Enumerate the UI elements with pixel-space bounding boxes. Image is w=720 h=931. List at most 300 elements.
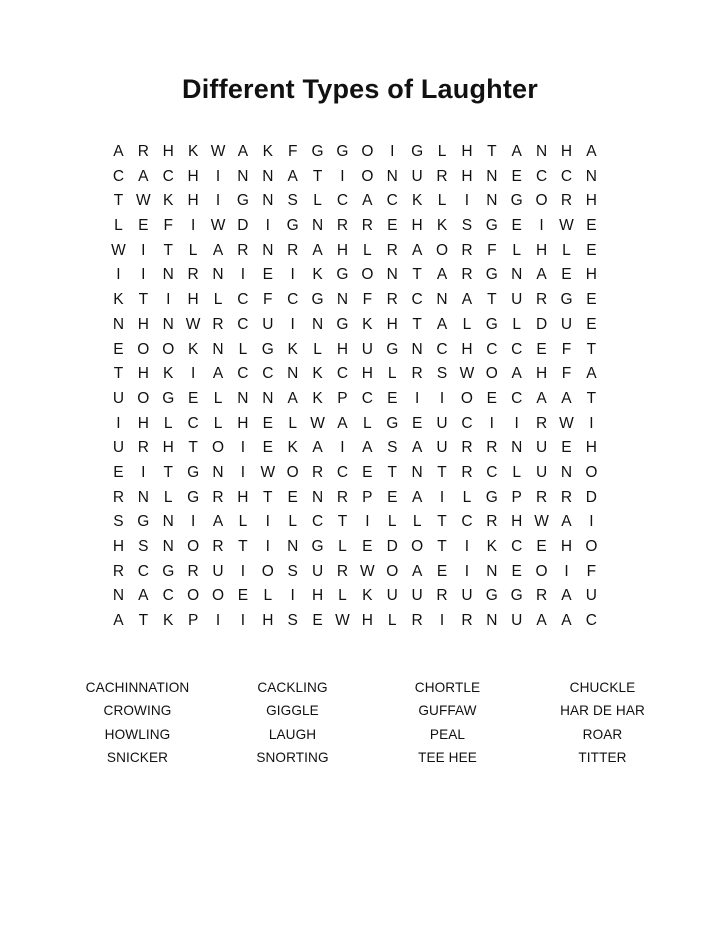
grid-letter[interactable]: R <box>411 365 423 383</box>
grid-letter[interactable]: G <box>137 513 150 531</box>
grid-letter[interactable]: E <box>411 414 423 432</box>
grid-letter[interactable]: K <box>362 587 373 605</box>
grid-letter[interactable]: R <box>336 217 349 235</box>
grid-letter[interactable]: N <box>162 513 174 531</box>
grid-letter[interactable]: K <box>312 266 323 284</box>
grid-letter[interactable]: K <box>187 340 199 358</box>
grid-letter[interactable]: I <box>240 612 246 630</box>
grid-letter[interactable]: D <box>585 488 597 506</box>
grid-letter[interactable]: O <box>261 562 274 580</box>
grid-letter[interactable]: G <box>311 143 324 160</box>
grid-letter[interactable]: S <box>113 513 124 531</box>
grid-letter[interactable]: H <box>137 365 149 383</box>
grid-letter[interactable]: W <box>559 414 574 432</box>
grid-letter[interactable]: D <box>237 217 249 235</box>
grid-letter[interactable]: L <box>387 365 397 383</box>
grid-letter[interactable]: C <box>560 167 573 185</box>
grid-letter[interactable]: L <box>238 340 248 358</box>
grid-letter[interactable]: C <box>411 291 423 309</box>
grid-letter[interactable]: E <box>237 587 249 605</box>
grid-letter[interactable]: N <box>386 167 398 185</box>
grid-letter[interactable]: E <box>262 414 273 432</box>
grid-letter[interactable]: R <box>187 562 199 580</box>
grid-letter[interactable]: L <box>437 143 447 160</box>
grid-letter[interactable]: L <box>512 463 521 481</box>
grid-letter[interactable]: I <box>564 562 569 580</box>
grid-letter[interactable]: I <box>365 513 370 531</box>
grid-letter[interactable]: I <box>439 488 445 506</box>
grid-letter[interactable]: T <box>163 463 173 481</box>
grid-letter[interactable]: C <box>336 463 349 481</box>
grid-letter[interactable]: E <box>262 439 273 457</box>
grid-letter[interactable]: H <box>461 143 473 160</box>
grid-letter[interactable]: F <box>362 291 373 309</box>
grid-letter[interactable]: O <box>460 389 473 407</box>
grid-letter[interactable]: A <box>212 365 224 383</box>
grid-letter[interactable]: R <box>386 291 398 309</box>
grid-letter[interactable]: S <box>138 538 149 555</box>
grid-letter[interactable]: I <box>240 562 246 580</box>
grid-letter[interactable]: H <box>535 241 548 259</box>
grid-letter[interactable]: W <box>459 365 475 383</box>
grid-letter[interactable]: E <box>586 315 597 333</box>
grid-letter[interactable]: S <box>287 612 298 630</box>
grid-letter[interactable]: A <box>411 562 423 580</box>
grid-letter[interactable]: H <box>187 167 199 185</box>
grid-letter[interactable]: I <box>166 291 171 309</box>
grid-letter[interactable]: E <box>511 562 522 580</box>
grid-letter[interactable]: U <box>436 439 448 457</box>
grid-letter[interactable]: T <box>487 143 497 160</box>
grid-letter[interactable]: A <box>436 266 448 284</box>
grid-letter[interactable]: N <box>486 612 498 630</box>
grid-letter[interactable]: C <box>511 389 523 407</box>
grid-letter[interactable]: H <box>237 414 249 432</box>
grid-letter[interactable]: N <box>112 315 125 333</box>
grid-letter[interactable]: W <box>335 612 350 630</box>
grid-letter[interactable]: C <box>187 414 199 432</box>
grid-letter[interactable]: G <box>336 266 349 284</box>
grid-letter[interactable]: O <box>361 266 374 284</box>
grid-letter[interactable]: R <box>461 266 473 284</box>
grid-letter[interactable]: U <box>386 587 398 605</box>
grid-letter[interactable]: A <box>586 365 597 383</box>
grid-letter[interactable]: N <box>212 463 224 481</box>
grid-letter[interactable]: N <box>511 439 523 457</box>
grid-letter[interactable]: R <box>137 143 149 160</box>
grid-letter[interactable]: E <box>511 217 522 235</box>
grid-letter[interactable]: N <box>237 389 249 407</box>
grid-letter[interactable]: A <box>536 266 547 284</box>
grid-letter[interactable]: T <box>437 513 447 531</box>
grid-letter[interactable]: A <box>113 612 124 630</box>
grid-letter[interactable]: A <box>138 587 149 605</box>
grid-letter[interactable]: F <box>561 340 572 358</box>
grid-letter[interactable]: S <box>461 217 473 235</box>
grid-letter[interactable]: G <box>261 340 274 358</box>
grid-letter[interactable]: L <box>313 192 322 210</box>
grid-letter[interactable]: O <box>361 167 374 185</box>
grid-letter[interactable]: G <box>510 192 523 210</box>
grid-letter[interactable]: L <box>263 587 273 605</box>
grid-letter[interactable]: U <box>511 291 523 309</box>
grid-letter[interactable]: L <box>363 414 372 432</box>
grid-letter[interactable]: N <box>262 167 274 185</box>
grid-letter[interactable]: K <box>436 217 448 235</box>
grid-letter[interactable]: I <box>240 463 246 481</box>
grid-letter[interactable]: O <box>211 439 225 457</box>
grid-letter[interactable]: A <box>461 291 473 309</box>
grid-letter[interactable]: E <box>586 291 597 309</box>
grid-letter[interactable]: C <box>162 167 174 185</box>
grid-letter[interactable]: L <box>188 241 198 259</box>
grid-letter[interactable]: H <box>411 217 423 235</box>
grid-letter[interactable]: N <box>486 562 498 580</box>
grid-letter[interactable]: H <box>112 538 125 555</box>
grid-letter[interactable]: A <box>362 439 373 457</box>
grid-letter[interactable]: A <box>362 192 373 210</box>
grid-letter[interactable]: A <box>113 143 124 160</box>
grid-letter[interactable]: A <box>561 612 572 630</box>
grid-letter[interactable]: F <box>561 365 572 383</box>
grid-letter[interactable]: R <box>137 439 149 457</box>
grid-letter[interactable]: O <box>211 587 225 605</box>
grid-letter[interactable]: U <box>535 463 548 481</box>
grid-letter[interactable]: I <box>240 266 246 284</box>
grid-letter[interactable]: H <box>336 340 349 358</box>
grid-letter[interactable]: L <box>288 513 297 531</box>
grid-letter[interactable]: R <box>535 587 548 605</box>
grid-letter[interactable]: K <box>187 143 199 160</box>
grid-letter[interactable]: R <box>461 612 473 630</box>
grid-letter[interactable]: U <box>461 587 473 605</box>
grid-letter[interactable]: T <box>113 365 124 383</box>
grid-letter[interactable]: U <box>436 414 448 432</box>
grid-letter[interactable]: N <box>336 291 349 309</box>
grid-letter[interactable]: R <box>112 488 125 506</box>
grid-letter[interactable]: W <box>185 315 201 333</box>
grid-letter[interactable]: E <box>113 463 124 481</box>
grid-letter[interactable]: L <box>462 488 472 506</box>
grid-letter[interactable]: W <box>559 217 574 235</box>
grid-letter[interactable]: T <box>412 315 422 333</box>
grid-letter[interactable]: O <box>386 562 399 580</box>
grid-letter[interactable]: L <box>387 612 397 630</box>
grid-letter[interactable]: N <box>386 266 398 284</box>
grid-letter[interactable]: R <box>187 266 199 284</box>
grid-letter[interactable]: E <box>536 340 547 358</box>
grid-letter[interactable]: H <box>585 192 597 210</box>
grid-letter[interactable]: G <box>386 340 399 358</box>
grid-letter[interactable]: C <box>237 291 249 309</box>
grid-letter[interactable]: A <box>511 365 522 383</box>
grid-letter[interactable]: H <box>137 414 149 432</box>
grid-letter[interactable]: R <box>361 217 373 235</box>
grid-letter[interactable]: E <box>387 217 398 235</box>
grid-letter[interactable]: C <box>336 365 349 383</box>
grid-letter[interactable]: K <box>262 143 273 160</box>
grid-letter[interactable]: H <box>560 538 573 555</box>
grid-letter[interactable]: U <box>411 587 423 605</box>
grid-letter[interactable]: I <box>141 266 146 284</box>
grid-letter[interactable]: W <box>210 143 226 160</box>
grid-letter[interactable]: S <box>287 562 298 580</box>
grid-letter[interactable]: O <box>137 389 150 407</box>
grid-letter[interactable]: L <box>213 291 223 309</box>
grid-letter[interactable]: E <box>262 266 273 284</box>
grid-letter[interactable]: I <box>240 439 246 457</box>
grid-letter[interactable]: I <box>464 192 470 210</box>
grid-letter[interactable]: O <box>286 463 299 481</box>
grid-letter[interactable]: A <box>312 241 323 259</box>
grid-letter[interactable]: G <box>386 414 399 432</box>
grid-letter[interactable]: H <box>311 587 324 605</box>
grid-letter[interactable]: L <box>338 587 347 605</box>
grid-letter[interactable]: I <box>265 217 270 235</box>
grid-letter[interactable]: N <box>287 365 299 383</box>
grid-letter[interactable]: H <box>511 513 523 531</box>
grid-letter[interactable]: N <box>262 389 274 407</box>
grid-letter[interactable]: T <box>437 538 447 555</box>
grid-letter[interactable]: R <box>560 192 573 210</box>
grid-letter[interactable]: T <box>437 463 447 481</box>
grid-letter[interactable]: U <box>212 562 224 580</box>
grid-letter[interactable]: K <box>486 538 497 555</box>
grid-letter[interactable]: T <box>586 389 597 407</box>
grid-letter[interactable]: I <box>439 612 445 630</box>
grid-letter[interactable]: G <box>336 315 349 333</box>
grid-letter[interactable]: I <box>464 562 470 580</box>
grid-letter[interactable]: O <box>585 538 598 555</box>
grid-letter[interactable]: G <box>286 217 299 235</box>
grid-letter[interactable]: I <box>141 463 146 481</box>
grid-letter[interactable]: H <box>461 167 473 185</box>
grid-letter[interactable]: H <box>361 365 373 383</box>
grid-letter[interactable]: T <box>387 463 397 481</box>
grid-letter[interactable]: L <box>213 414 223 432</box>
grid-letter[interactable]: T <box>412 266 422 284</box>
grid-letter[interactable]: I <box>390 143 395 160</box>
grid-letter[interactable]: N <box>162 538 174 555</box>
grid-letter[interactable]: L <box>338 538 347 555</box>
grid-letter[interactable]: N <box>162 315 174 333</box>
grid-letter[interactable]: P <box>337 389 348 407</box>
grid-letter[interactable]: I <box>539 217 544 235</box>
grid-letter[interactable]: T <box>138 612 149 630</box>
grid-letter[interactable]: C <box>237 365 249 383</box>
grid-letter[interactable]: K <box>287 340 298 358</box>
grid-letter[interactable]: T <box>163 241 173 259</box>
grid-letter[interactable]: W <box>310 414 325 432</box>
grid-letter[interactable]: H <box>162 439 174 457</box>
grid-letter[interactable]: R <box>411 612 423 630</box>
grid-letter[interactable]: G <box>510 587 523 605</box>
grid-letter[interactable]: F <box>287 143 298 160</box>
grid-letter[interactable]: C <box>336 192 349 210</box>
grid-letter[interactable]: D <box>386 538 398 555</box>
grid-letter[interactable]: R <box>212 315 224 333</box>
grid-letter[interactable]: E <box>312 612 323 630</box>
grid-letter[interactable]: I <box>290 587 295 605</box>
grid-letter[interactable]: L <box>387 513 397 531</box>
grid-letter[interactable]: U <box>585 587 597 605</box>
grid-letter[interactable]: R <box>436 167 448 185</box>
grid-letter[interactable]: K <box>163 192 174 210</box>
grid-letter[interactable]: C <box>262 365 274 383</box>
grid-letter[interactable]: C <box>311 513 324 531</box>
grid-letter[interactable]: E <box>536 538 547 555</box>
grid-letter[interactable]: H <box>137 315 149 333</box>
grid-letter[interactable]: N <box>262 241 274 259</box>
grid-letter[interactable]: R <box>461 241 473 259</box>
grid-letter[interactable]: H <box>187 192 199 210</box>
grid-letter[interactable]: C <box>585 612 597 630</box>
grid-letter[interactable]: I <box>514 414 519 432</box>
grid-letter[interactable]: K <box>312 389 323 407</box>
grid-letter[interactable]: C <box>511 340 523 358</box>
grid-letter[interactable]: R <box>535 291 548 309</box>
grid-letter[interactable]: K <box>312 365 323 383</box>
grid-letter[interactable]: C <box>461 414 473 432</box>
grid-letter[interactable]: P <box>362 488 373 506</box>
grid-letter[interactable]: I <box>439 389 445 407</box>
grid-letter[interactable]: U <box>112 389 125 407</box>
grid-letter[interactable]: O <box>411 538 424 555</box>
grid-letter[interactable]: N <box>137 488 149 506</box>
grid-letter[interactable]: I <box>589 414 594 432</box>
grid-letter[interactable]: I <box>190 217 196 235</box>
grid-letter[interactable]: A <box>411 241 423 259</box>
grid-letter[interactable]: R <box>212 488 224 506</box>
grid-letter[interactable]: G <box>162 562 175 580</box>
grid-letter[interactable]: R <box>336 488 349 506</box>
grid-letter[interactable]: G <box>336 143 349 160</box>
grid-letter[interactable]: U <box>112 439 125 457</box>
grid-letter[interactable]: L <box>238 513 248 531</box>
grid-letter[interactable]: L <box>288 414 297 432</box>
grid-letter[interactable]: I <box>489 414 494 432</box>
grid-letter[interactable]: C <box>112 167 125 185</box>
grid-letter[interactable]: N <box>436 291 448 309</box>
grid-letter[interactable]: O <box>585 463 598 481</box>
grid-letter[interactable]: T <box>138 291 149 309</box>
grid-letter[interactable]: N <box>411 340 423 358</box>
grid-letter[interactable]: E <box>138 217 149 235</box>
grid-letter[interactable]: I <box>265 513 270 531</box>
grid-letter[interactable]: R <box>112 562 125 580</box>
grid-letter[interactable]: A <box>337 414 348 432</box>
grid-letter[interactable]: A <box>436 315 448 333</box>
grid-letter[interactable]: U <box>560 315 573 333</box>
grid-letter[interactable]: O <box>485 365 498 383</box>
grid-letter[interactable]: L <box>512 241 521 259</box>
grid-letter[interactable]: F <box>487 241 497 259</box>
grid-letter[interactable]: W <box>111 241 126 259</box>
grid-letter[interactable]: U <box>262 315 274 333</box>
grid-letter[interactable]: I <box>265 538 270 555</box>
grid-letter[interactable]: R <box>535 414 548 432</box>
grid-letter[interactable]: E <box>586 217 597 235</box>
grid-letter[interactable]: I <box>290 266 295 284</box>
grid-letter[interactable]: D <box>535 315 548 333</box>
grid-letter[interactable]: R <box>212 538 224 555</box>
grid-letter[interactable]: E <box>511 167 522 185</box>
grid-letter[interactable]: S <box>287 192 298 210</box>
grid-letter[interactable]: W <box>210 217 226 235</box>
grid-letter[interactable]: N <box>237 167 249 185</box>
grid-letter[interactable]: R <box>461 439 473 457</box>
grid-letter[interactable]: A <box>536 389 547 407</box>
grid-letter[interactable]: E <box>362 538 373 555</box>
grid-letter[interactable]: A <box>312 439 323 457</box>
grid-letter[interactable]: G <box>560 291 573 309</box>
grid-letter[interactable]: L <box>363 241 372 259</box>
grid-letter[interactable]: A <box>212 513 224 531</box>
grid-letter[interactable]: E <box>586 241 597 259</box>
grid-letter[interactable]: N <box>112 587 125 605</box>
grid-letter[interactable]: T <box>238 538 248 555</box>
grid-letter[interactable]: A <box>212 241 224 259</box>
grid-letter[interactable]: I <box>190 513 196 531</box>
grid-letter[interactable]: S <box>436 365 448 383</box>
grid-letter[interactable]: K <box>113 291 124 309</box>
grid-letter[interactable]: I <box>464 538 470 555</box>
grid-letter[interactable]: O <box>535 562 548 580</box>
grid-letter[interactable]: A <box>138 167 149 185</box>
grid-letter[interactable]: K <box>411 192 423 210</box>
grid-letter[interactable]: H <box>162 143 174 160</box>
grid-letter[interactable]: H <box>386 315 398 333</box>
grid-letter[interactable]: A <box>511 143 522 160</box>
grid-letter[interactable]: F <box>263 291 273 309</box>
grid-letter[interactable]: A <box>411 488 423 506</box>
grid-letter[interactable]: N <box>287 538 299 555</box>
grid-letter[interactable]: G <box>411 143 424 160</box>
grid-letter[interactable]: H <box>361 612 373 630</box>
grid-letter[interactable]: G <box>485 217 498 235</box>
grid-letter[interactable]: I <box>215 612 221 630</box>
grid-letter[interactable]: C <box>535 167 548 185</box>
grid-letter[interactable]: L <box>512 315 521 333</box>
grid-letter[interactable]: K <box>362 315 373 333</box>
grid-letter[interactable]: H <box>560 143 573 160</box>
grid-letter[interactable]: G <box>485 266 498 284</box>
grid-letter[interactable]: T <box>487 291 497 309</box>
grid-letter[interactable]: A <box>561 389 572 407</box>
grid-letter[interactable]: N <box>162 266 174 284</box>
grid-letter[interactable]: N <box>511 266 523 284</box>
grid-letter[interactable]: E <box>486 389 497 407</box>
grid-letter[interactable]: I <box>589 513 594 531</box>
grid-letter[interactable]: L <box>462 315 472 333</box>
grid-letter[interactable]: I <box>340 439 345 457</box>
grid-letter[interactable]: R <box>486 439 498 457</box>
grid-letter[interactable]: C <box>361 389 373 407</box>
grid-letter[interactable]: C <box>436 340 448 358</box>
grid-letter[interactable]: A <box>411 439 423 457</box>
grid-letter[interactable]: K <box>163 365 174 383</box>
grid-letter[interactable]: G <box>311 538 324 555</box>
grid-letter[interactable]: N <box>311 217 324 235</box>
grid-letter[interactable]: E <box>387 488 398 506</box>
grid-letter[interactable]: E <box>561 266 572 284</box>
grid-letter[interactable]: E <box>561 439 572 457</box>
grid-letter[interactable]: L <box>163 488 173 506</box>
grid-letter[interactable]: C <box>461 513 473 531</box>
grid-letter[interactable]: U <box>535 439 548 457</box>
grid-letter[interactable]: T <box>586 340 597 358</box>
grid-letter[interactable]: O <box>361 143 374 160</box>
